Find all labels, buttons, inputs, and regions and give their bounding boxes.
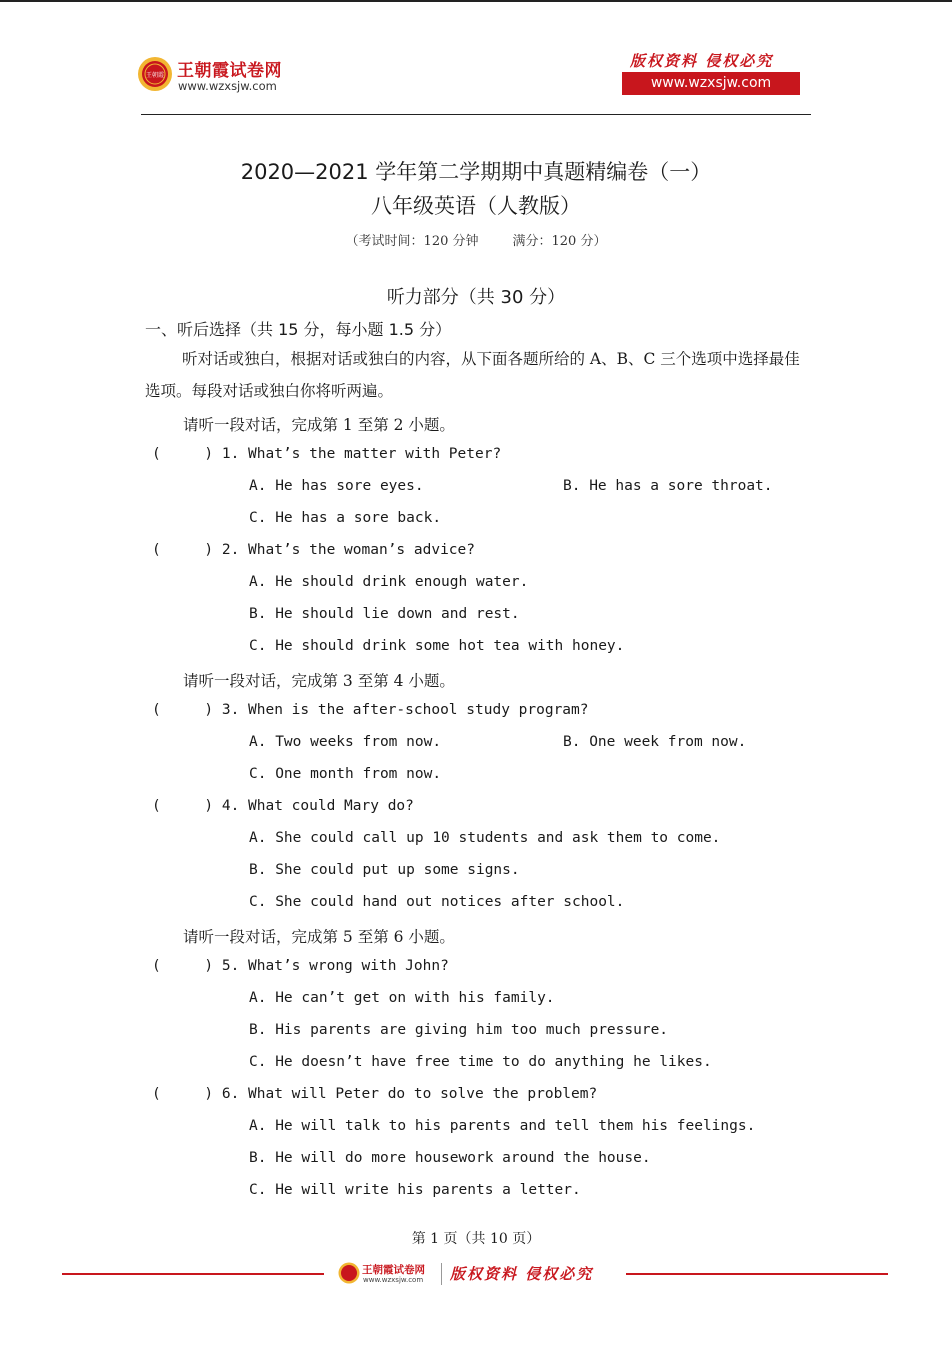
logo-badge-icon bbox=[137, 56, 173, 92]
option-1c: C. He has a sore back. bbox=[249, 510, 442, 526]
footer-separator bbox=[441, 1263, 442, 1285]
option-1a: A. He has sore eyes. bbox=[249, 478, 424, 494]
footer-logo-icon bbox=[338, 1262, 360, 1284]
question-3: ( ) 3. When is the after-school study program? bbox=[152, 702, 589, 718]
exam-title: 2020—2021 学年第二学期期中真题精编卷（一） bbox=[240, 160, 712, 184]
listening-instruction: 请听一段对话，完成第 3 至第 4 小题。 bbox=[183, 672, 455, 690]
option-5a: A. He can’t get on with his family. bbox=[249, 990, 555, 1006]
logo-url: www.wzxsjw.com bbox=[178, 79, 277, 93]
listening-instruction: 请听一段对话，完成第 1 至第 2 小题。 bbox=[183, 416, 455, 434]
logo-name: 王朝霞试卷网 bbox=[177, 61, 282, 81]
copyright-notice: 版权资料 侵权必究 bbox=[630, 52, 774, 70]
question-1: ( ) 1. What’s the matter with Peter? bbox=[152, 446, 502, 462]
option-6a: A. He will talk to his parents and tell them his feelings. bbox=[249, 1118, 756, 1134]
option-5c: C. He doesn’t have free time to do anything he likes. bbox=[249, 1054, 712, 1070]
footer-rule-right bbox=[626, 1273, 888, 1275]
exam-score: 满分：120 分） bbox=[512, 234, 607, 249]
option-3b: B. One week from now. bbox=[563, 734, 747, 750]
footer-logo-name: 王朝霞试卷网 bbox=[362, 1264, 425, 1276]
option-6c: C. He will write his parents a letter. bbox=[249, 1182, 581, 1198]
question-2: ( ) 2. What’s the woman’s advice? bbox=[152, 542, 476, 558]
option-4a: A. She could call up 10 students and ask them to come. bbox=[249, 830, 721, 846]
exam-time: （考试时间：120 分钟 bbox=[345, 234, 479, 249]
footer-rule-left bbox=[62, 1273, 324, 1275]
option-3c: C. One month from now. bbox=[249, 766, 442, 782]
exam-subtitle: 八年级英语（人教版） bbox=[371, 194, 581, 218]
option-3a: A. Two weeks from now. bbox=[249, 734, 442, 750]
option-5b: B. His parents are giving him too much pressure. bbox=[249, 1022, 669, 1038]
header-divider bbox=[141, 114, 811, 115]
logo-badge-text: 王朝霞 bbox=[145, 72, 165, 79]
option-4b: B. She could put up some signs. bbox=[249, 862, 520, 878]
page-top-border bbox=[0, 0, 952, 2]
option-6b: B. He will do more housework around the house. bbox=[249, 1150, 651, 1166]
site-logo[interactable] bbox=[137, 54, 307, 98]
directions bbox=[145, 343, 810, 407]
part-heading: 一、听后选择（共 15 分，每小题 1.5 分） bbox=[145, 320, 452, 339]
footer-copyright: 版权资料 侵权必究 bbox=[450, 1265, 594, 1283]
exam-info bbox=[0, 230, 952, 249]
url-banner[interactable]: www.wzxsjw.com bbox=[622, 72, 800, 95]
question-4: ( ) 4. What could Mary do? bbox=[152, 798, 414, 814]
option-2a: A. He should drink enough water. bbox=[249, 574, 529, 590]
footer-logo-url: www.wzxsjw.com bbox=[363, 1276, 424, 1284]
option-2c: C. He should drink some hot tea with honey. bbox=[249, 638, 625, 654]
listening-instruction: 请听一段对话，完成第 5 至第 6 小题。 bbox=[183, 928, 455, 946]
question-6: ( ) 6. What will Peter do to solve the problem? bbox=[152, 1086, 598, 1102]
option-4c: C. She could hand out notices after school. bbox=[249, 894, 625, 910]
section-title: 听力部分（共 30 分） bbox=[386, 287, 566, 308]
page-number: 第 1 页（共 10 页） bbox=[411, 1231, 541, 1247]
question-5: ( ) 5. What’s wrong with John? bbox=[152, 958, 449, 974]
option-2b: B. He should lie down and rest. bbox=[249, 606, 520, 622]
option-1b: B. He has a sore throat. bbox=[563, 478, 773, 494]
directions-text: 听对话或独白，根据对话或独白的内容，从下面各题所给的 A、B、C 三个选项中选择最佳选项。每段对话或独白你将听两遍。 bbox=[145, 350, 800, 400]
